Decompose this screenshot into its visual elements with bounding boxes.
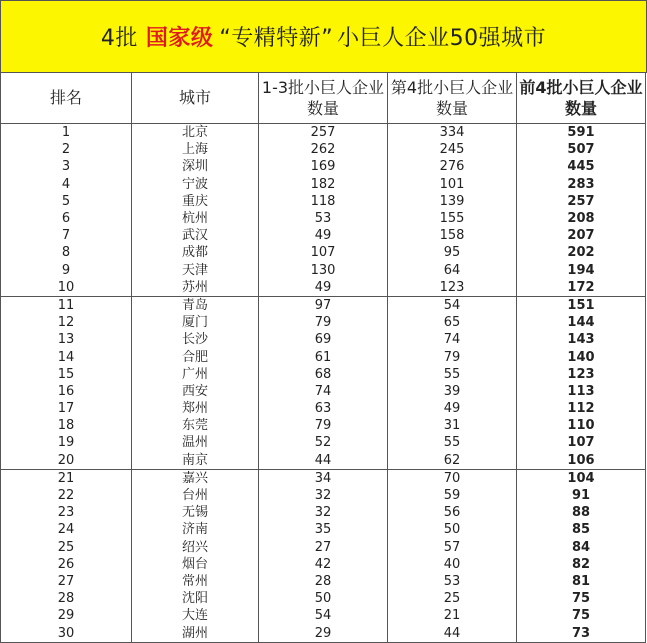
rank-cell: 30 bbox=[57, 625, 75, 641]
city-cell: 厦门 bbox=[132, 314, 259, 331]
batch-4-cell: 55 bbox=[388, 366, 517, 383]
batch-1-3-cell: 35 bbox=[259, 521, 388, 538]
total-cell: 104 bbox=[517, 469, 646, 487]
batch-1-3-cell: 44 bbox=[259, 452, 388, 470]
total-cell: 81 bbox=[517, 573, 646, 590]
rank-cell: 25 bbox=[57, 539, 75, 555]
batch-1-3-cell: 69 bbox=[259, 331, 388, 348]
batch-4-cell: 74 bbox=[388, 331, 517, 348]
batch-4-cell: 245 bbox=[388, 141, 517, 158]
city-cell: 常州 bbox=[132, 573, 259, 590]
batch-1-3-cell: 63 bbox=[259, 400, 388, 417]
city-cell: 南京 bbox=[132, 452, 259, 470]
table-row bbox=[1, 539, 646, 556]
total-cell: 591 bbox=[517, 124, 646, 142]
table-row bbox=[1, 314, 646, 331]
city-cell: 宁波 bbox=[132, 176, 259, 193]
city-cell: 深圳 bbox=[132, 158, 259, 175]
batch-4-cell: 79 bbox=[388, 348, 517, 365]
batch-1-3-cell: 130 bbox=[259, 262, 388, 279]
batch-1-3-cell: 32 bbox=[259, 487, 388, 504]
city-cell: 嘉兴 bbox=[132, 469, 259, 487]
batch-1-3-cell: 32 bbox=[259, 504, 388, 521]
total-cell: 112 bbox=[517, 400, 646, 417]
batch-1-3-cell: 97 bbox=[259, 296, 388, 314]
total-cell: 91 bbox=[517, 487, 646, 504]
batch-4-cell: 276 bbox=[388, 158, 517, 175]
total-cell: 106 bbox=[517, 452, 646, 470]
batch-1-3-cell: 61 bbox=[259, 348, 388, 365]
city-cell: 北京 bbox=[132, 124, 259, 142]
city-cell: 济南 bbox=[132, 521, 259, 538]
header-batch-1-3: 1-3批小巨人企业数量 bbox=[259, 72, 388, 124]
city-cell: 台州 bbox=[132, 487, 259, 504]
table-row bbox=[1, 176, 646, 193]
rank-cell: 3 bbox=[61, 159, 71, 175]
batch-4-cell: 50 bbox=[388, 521, 517, 538]
total-cell: 107 bbox=[517, 434, 646, 451]
batch-1-3-cell: 27 bbox=[259, 539, 388, 556]
total-cell: 151 bbox=[517, 296, 646, 314]
city-cell: 长沙 bbox=[132, 331, 259, 348]
batch-4-cell: 70 bbox=[388, 469, 517, 487]
city-cell: 烟台 bbox=[132, 556, 259, 573]
city-cell: 湖州 bbox=[132, 624, 259, 642]
total-cell: 144 bbox=[517, 314, 646, 331]
rank-cell: 19 bbox=[57, 435, 75, 451]
batch-4-cell: 39 bbox=[388, 383, 517, 400]
rank-cell: 11 bbox=[57, 297, 75, 313]
batch-4-cell: 55 bbox=[388, 434, 517, 451]
rank-cell: 20 bbox=[1, 452, 132, 470]
batch-4-cell: 334 bbox=[388, 124, 517, 142]
table-row bbox=[1, 193, 646, 210]
batch-1-3-cell: 169 bbox=[259, 158, 388, 175]
batch-1-3-cell: 50 bbox=[259, 590, 388, 607]
table-row bbox=[1, 487, 646, 504]
table-row bbox=[1, 210, 646, 227]
city-cell: 重庆 bbox=[132, 193, 259, 210]
table-row bbox=[1, 573, 646, 590]
batch-1-3-cell: 257 bbox=[259, 124, 388, 142]
table-row bbox=[1, 296, 646, 314]
title-quoted: “专精特新” bbox=[219, 26, 334, 51]
batch-1-3-cell: 28 bbox=[259, 573, 388, 590]
rank-cell: 15 bbox=[57, 366, 75, 382]
city-cell: 西安 bbox=[132, 383, 259, 400]
total-cell: 507 bbox=[517, 141, 646, 158]
batch-1-3-cell: 52 bbox=[259, 434, 388, 451]
rank-cell: 23 bbox=[57, 505, 75, 521]
rank-cell: 6 bbox=[61, 211, 71, 227]
batch-1-3-cell: 262 bbox=[259, 141, 388, 158]
header-rank: 排名 bbox=[1, 72, 132, 124]
rank-cell: 18 bbox=[57, 418, 75, 434]
total-cell: 88 bbox=[517, 504, 646, 521]
title-prefix: 4批 bbox=[100, 26, 138, 51]
table-row bbox=[1, 521, 646, 538]
rank-cell: 26 bbox=[57, 556, 75, 572]
city-cell: 绍兴 bbox=[132, 539, 259, 556]
rank-cell: 8 bbox=[61, 245, 71, 261]
batch-4-cell: 54 bbox=[388, 296, 517, 314]
table-row bbox=[1, 244, 646, 261]
batch-4-cell: 56 bbox=[388, 504, 517, 521]
total-cell: 283 bbox=[517, 176, 646, 193]
city-cell: 无锡 bbox=[132, 504, 259, 521]
rank-cell: 13 bbox=[57, 332, 75, 348]
batch-4-cell: 62 bbox=[388, 452, 517, 470]
total-cell: 73 bbox=[517, 624, 646, 642]
total-cell: 140 bbox=[517, 348, 646, 365]
rank-cell: 28 bbox=[57, 591, 75, 607]
batch-1-3-cell: 29 bbox=[259, 624, 388, 642]
rank-cell: 10 bbox=[1, 279, 132, 297]
rank-cell: 2 bbox=[61, 142, 71, 158]
rank-cell: 22 bbox=[57, 488, 75, 504]
batch-1-3-cell: 74 bbox=[259, 383, 388, 400]
rank-cell: 21 bbox=[57, 470, 75, 486]
total-cell: 85 bbox=[517, 521, 646, 538]
table-row bbox=[1, 366, 646, 383]
batch-4-cell: 101 bbox=[388, 176, 517, 193]
batch-4-cell: 44 bbox=[388, 624, 517, 642]
batch-4-cell: 158 bbox=[388, 227, 517, 244]
total-cell: 208 bbox=[517, 210, 646, 227]
header-batch-4: 第4批小巨人企业数量 bbox=[388, 72, 517, 124]
total-cell: 257 bbox=[517, 193, 646, 210]
rank-cell: 9 bbox=[61, 262, 71, 278]
batch-4-cell: 65 bbox=[388, 314, 517, 331]
city-cell: 郑州 bbox=[132, 400, 259, 417]
total-cell: 82 bbox=[517, 556, 646, 573]
table-row bbox=[1, 469, 646, 487]
batch-1-3-cell: 53 bbox=[259, 210, 388, 227]
total-cell: 123 bbox=[517, 366, 646, 383]
total-cell: 75 bbox=[517, 607, 646, 624]
city-cell: 杭州 bbox=[132, 210, 259, 227]
city-cell: 成都 bbox=[132, 244, 259, 261]
batch-1-3-cell: 107 bbox=[259, 244, 388, 261]
table-row bbox=[1, 400, 646, 417]
batch-1-3-cell: 79 bbox=[259, 417, 388, 434]
rank-cell: 14 bbox=[57, 349, 75, 365]
rank-cell: 1 bbox=[61, 125, 71, 141]
batch-4-cell: 49 bbox=[388, 400, 517, 417]
table-row bbox=[1, 383, 646, 400]
header-total: 前4批小巨人企业数量 bbox=[517, 72, 646, 124]
ranking-table bbox=[0, 72, 646, 643]
table-row bbox=[1, 262, 646, 279]
table-row bbox=[1, 452, 646, 470]
table-row bbox=[1, 607, 646, 624]
title-suffix: 小巨人企业50强城市 bbox=[337, 26, 547, 51]
header-row bbox=[1, 72, 646, 124]
batch-4-cell: 64 bbox=[388, 262, 517, 279]
batch-1-3-cell: 34 bbox=[259, 469, 388, 487]
city-cell: 合肥 bbox=[132, 348, 259, 365]
table-row bbox=[1, 227, 646, 244]
total-cell: 172 bbox=[517, 279, 646, 297]
rank-cell: 17 bbox=[57, 401, 75, 417]
batch-4-cell: 59 bbox=[388, 487, 517, 504]
batch-4-cell: 95 bbox=[388, 244, 517, 261]
table-row bbox=[1, 141, 646, 158]
batch-4-cell: 25 bbox=[388, 590, 517, 607]
total-cell: 113 bbox=[517, 383, 646, 400]
total-cell: 207 bbox=[517, 227, 646, 244]
batch-1-3-cell: 79 bbox=[259, 314, 388, 331]
table-row bbox=[1, 624, 646, 642]
table-row bbox=[1, 124, 646, 142]
total-cell: 202 bbox=[517, 244, 646, 261]
batch-1-3-cell: 54 bbox=[259, 607, 388, 624]
total-cell: 84 bbox=[517, 539, 646, 556]
rank-cell: 27 bbox=[57, 573, 75, 589]
batch-4-cell: 21 bbox=[388, 607, 517, 624]
city-cell: 大连 bbox=[132, 607, 259, 624]
total-cell: 143 bbox=[517, 331, 646, 348]
table-row bbox=[1, 504, 646, 521]
batch-1-3-cell: 49 bbox=[259, 227, 388, 244]
city-cell: 温州 bbox=[132, 434, 259, 451]
batch-1-3-cell: 182 bbox=[259, 176, 388, 193]
batch-1-3-cell: 42 bbox=[259, 556, 388, 573]
table-row bbox=[1, 417, 646, 434]
batch-4-cell: 123 bbox=[388, 279, 517, 297]
total-cell: 110 bbox=[517, 417, 646, 434]
table-row bbox=[1, 279, 646, 297]
total-cell: 194 bbox=[517, 262, 646, 279]
batch-1-3-cell: 49 bbox=[259, 279, 388, 297]
rank-cell: 12 bbox=[57, 315, 75, 331]
city-cell: 青岛 bbox=[132, 296, 259, 314]
batch-4-cell: 139 bbox=[388, 193, 517, 210]
batch-4-cell: 53 bbox=[388, 573, 517, 590]
city-cell: 苏州 bbox=[132, 279, 259, 297]
rank-cell: 5 bbox=[61, 193, 71, 209]
city-cell: 东莞 bbox=[132, 417, 259, 434]
city-cell: 广州 bbox=[132, 366, 259, 383]
city-cell: 沈阳 bbox=[132, 590, 259, 607]
rank-cell: 29 bbox=[57, 608, 75, 624]
batch-4-cell: 155 bbox=[388, 210, 517, 227]
batch-1-3-cell: 118 bbox=[259, 193, 388, 210]
page-title bbox=[0, 0, 647, 73]
title-highlight: 国家级 bbox=[145, 26, 214, 51]
table-row bbox=[1, 556, 646, 573]
total-cell: 75 bbox=[517, 590, 646, 607]
batch-1-3-cell: 68 bbox=[259, 366, 388, 383]
rank-cell: 16 bbox=[57, 383, 75, 399]
header-city: 城市 bbox=[132, 72, 259, 124]
table-row bbox=[1, 348, 646, 365]
table-row bbox=[1, 590, 646, 607]
city-cell: 武汉 bbox=[132, 227, 259, 244]
batch-4-cell: 31 bbox=[388, 417, 517, 434]
rank-cell: 24 bbox=[57, 522, 75, 538]
table-row bbox=[1, 434, 646, 451]
city-cell: 天津 bbox=[132, 262, 259, 279]
rank-cell: 7 bbox=[61, 228, 71, 244]
table-row bbox=[1, 331, 646, 348]
batch-4-cell: 57 bbox=[388, 539, 517, 556]
city-cell: 上海 bbox=[132, 141, 259, 158]
rank-cell: 4 bbox=[61, 176, 71, 192]
batch-4-cell: 40 bbox=[388, 556, 517, 573]
total-cell: 445 bbox=[517, 158, 646, 175]
table-row bbox=[1, 158, 646, 175]
